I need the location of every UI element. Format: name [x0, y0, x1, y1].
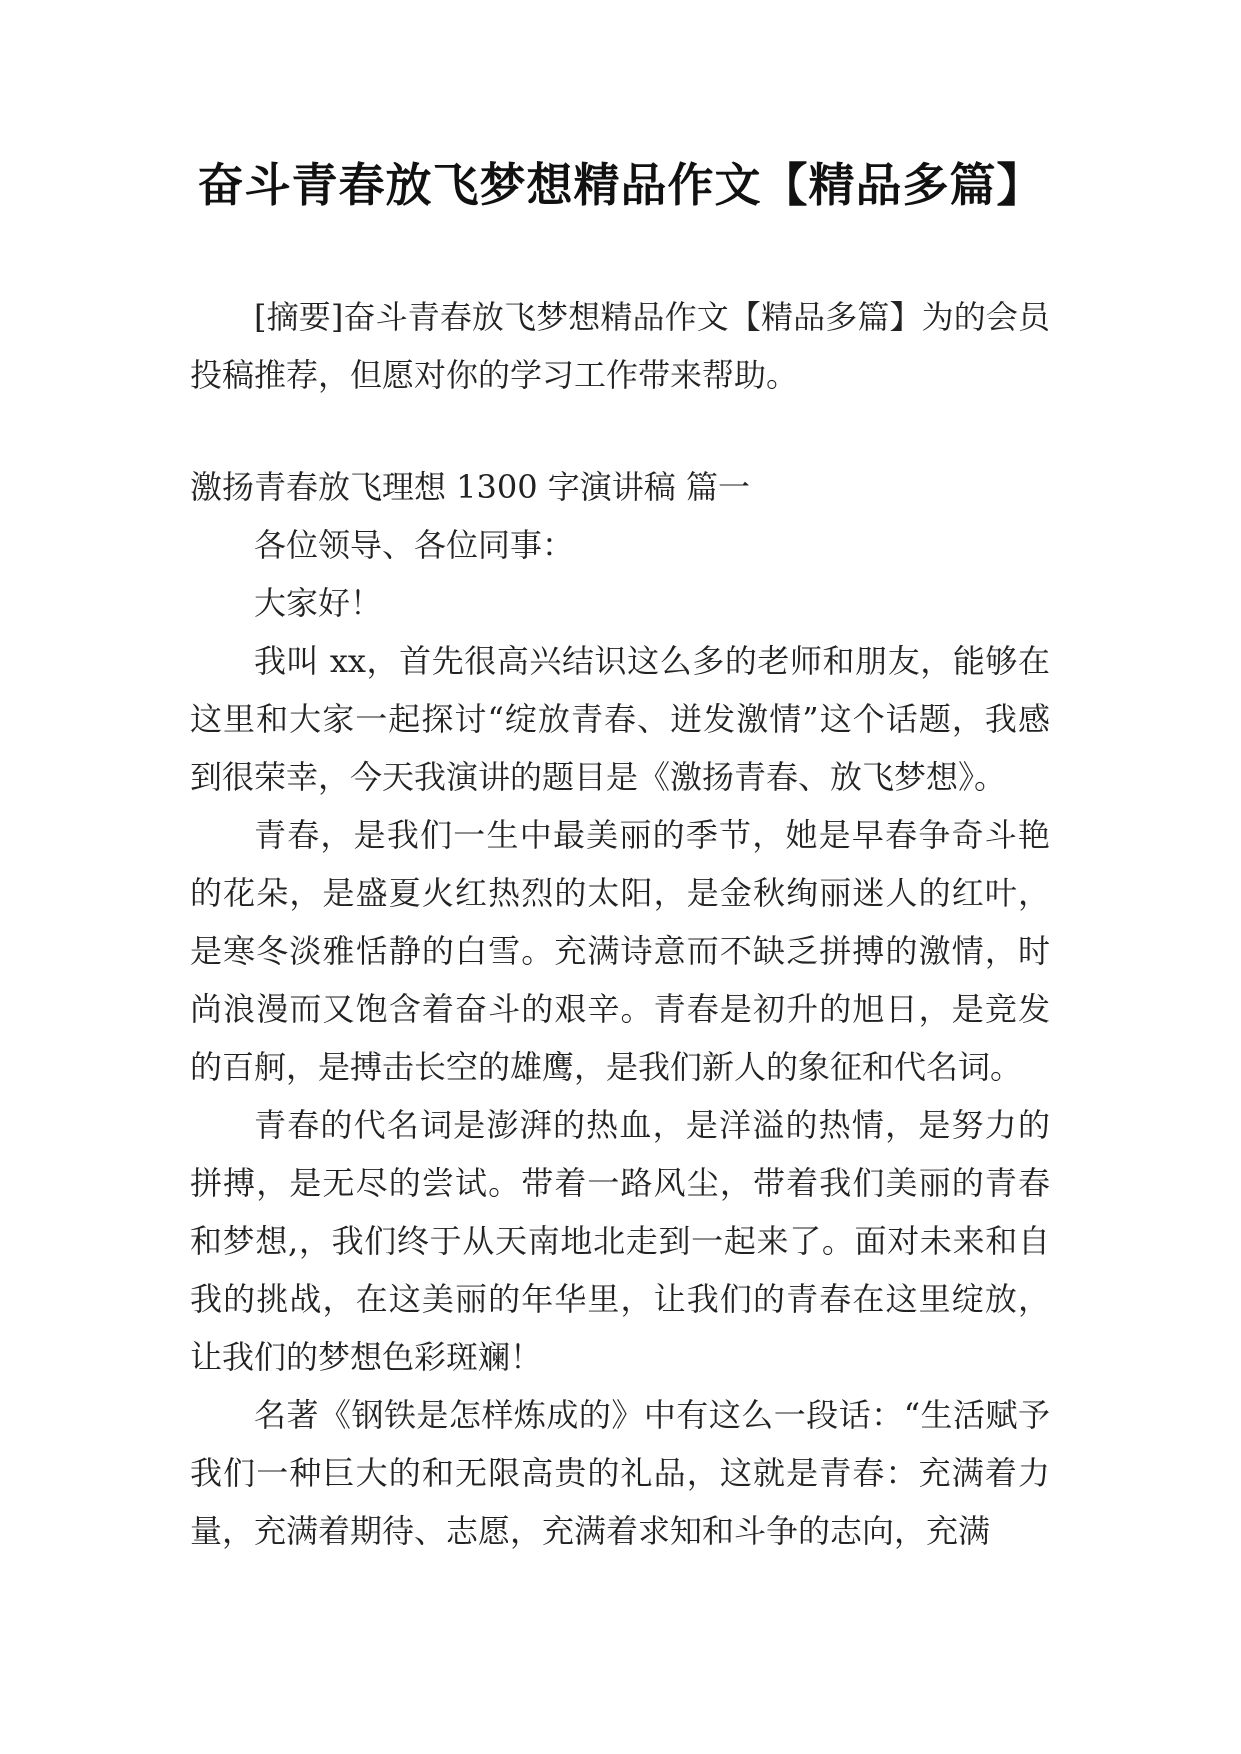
- paragraph-youth-season: 青春，是我们一生中最美丽的季节，她是早春争奇斗艳的花朵，是盛夏火红热烈的太阳，是金秋绚丽迷人的红叶，是寒冬淡雅恬静的白雪。充满诗意而不缺乏拼搏的激情，时尚浪漫而又饱含着奋斗的艰辛。青春是初升的旭日，是竞发的百舸，是搏击长空的雄鹰，是我们新人的象征和代名词。: [190, 816, 1050, 1086]
- paragraph-introduction: 我叫 xx，首先很高兴结识这么多的老师和朋友，能够在这里和大家一起探讨“绽放青春、迸发激情”这个话题，我感到很荣幸，今天我演讲的题目是《激扬青春、放飞梦想》。: [190, 642, 1050, 796]
- abstract-paragraph: [摘要]奋斗青春放飞梦想精品作文【精品多篇】为的会员投稿推荐，但愿对你的学习工作带来帮助。: [190, 298, 1050, 394]
- paragraph-greeting: 大家好！: [254, 584, 383, 622]
- section-heading: 激扬青春放飞理想 1300 字演讲稿 篇一: [190, 468, 750, 506]
- paragraph-salutation: 各位领导、各位同事：: [254, 526, 575, 564]
- paragraph-quote: 名著《钢铁是怎样炼成的》中有这么一段话：“生活赋予我们一种巨大的和无限高贵的礼品，这就是青春：充满着力量，充满着期待、志愿，充满着求知和斗争的志向，充满: [190, 1396, 1050, 1550]
- document-title: 奋斗青春放飞梦想精品作文【精品多篇】: [197, 158, 1044, 212]
- abstract-block: [190, 288, 1050, 404]
- content-block: [190, 458, 1050, 1560]
- paragraph-youth-passion: 青春的代名词是澎湃的热血，是洋溢的热情，是努力的拼搏，是无尽的尝试。带着一路风尘，带着我们美丽的青春和梦想,，我们终于从天南地北走到一起来了。面对未来和自我的挑战，在这美丽的年华里，让我们的青春在这里绽放，让我们的梦想色彩斑斓！: [190, 1106, 1050, 1376]
